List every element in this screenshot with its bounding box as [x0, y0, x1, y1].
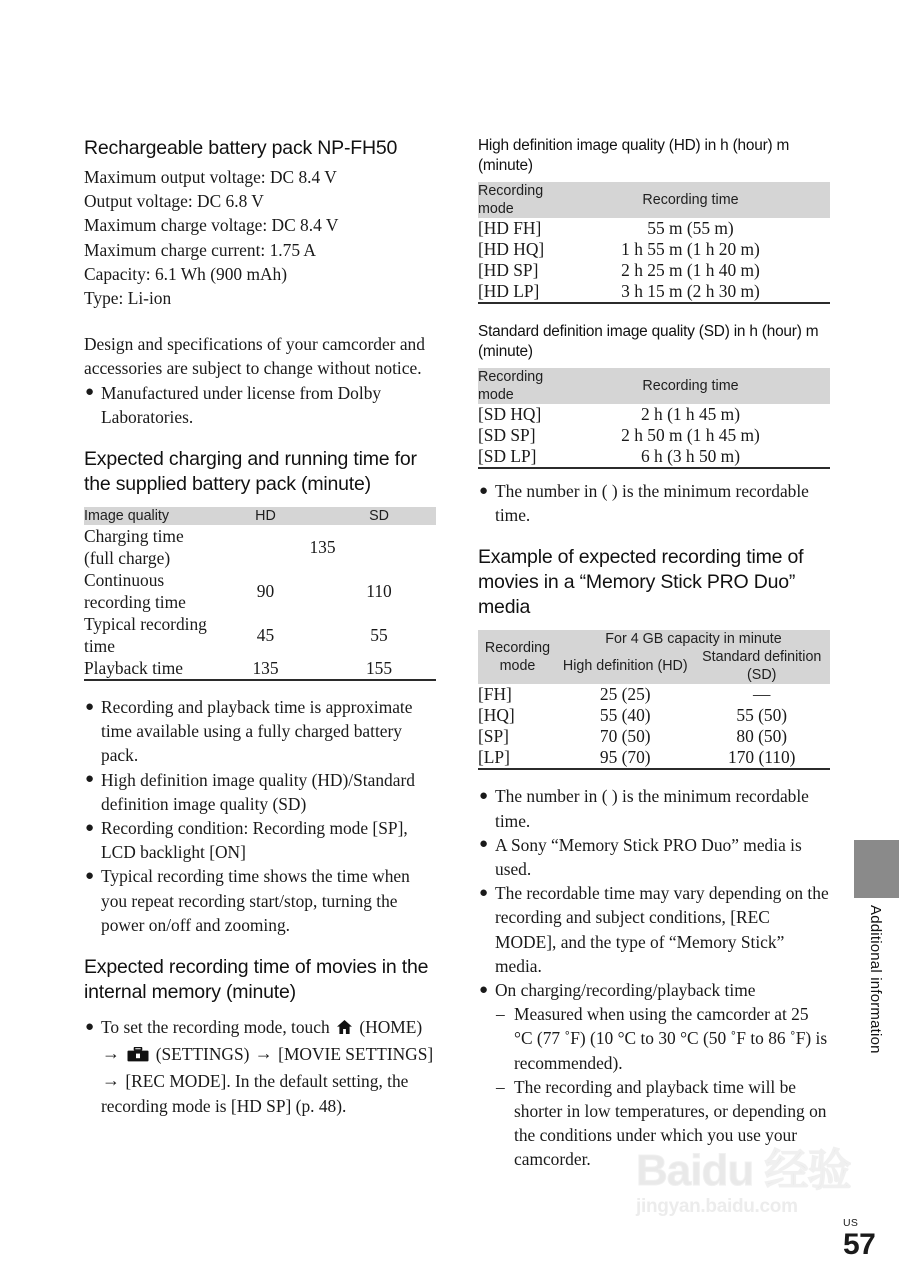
side-tab-marker — [854, 840, 899, 898]
row-label-playback: Playback time — [84, 657, 209, 680]
bullet-icon: ● — [479, 836, 489, 853]
hd-section-heading: High definition image quality (HD) in h (hour) m (minute) — [478, 137, 790, 174]
table-row — [84, 657, 436, 680]
row-mode-sd-sp: [SD SP] — [478, 425, 536, 445]
list-item-text: Recording condition: Recording mode [SP], LCD backlight [ON] — [101, 818, 408, 863]
list-item-text: A Sony “Memory Stick PRO Duo” media is used. — [495, 834, 802, 880]
list-item — [84, 864, 436, 937]
row-mode-hd-sp: [HD SP] — [478, 260, 539, 280]
list-item — [478, 978, 830, 1002]
bullet-icon: ● — [85, 698, 95, 715]
arrow-right-icon: → — [102, 1070, 120, 1091]
list-item-text: The recording and playback time will be shorter in low temperatures, or depending on the conditions under which you use your camcorder. — [514, 1076, 827, 1170]
table-row — [84, 613, 436, 657]
memory-stick-sub-bullets — [478, 1002, 830, 1171]
column-header-standard-definition: Standard definition (SD) — [694, 648, 831, 684]
table-row — [478, 726, 830, 747]
internal-memory-instruction — [84, 1015, 436, 1118]
table-row — [478, 281, 830, 303]
list-item — [84, 695, 436, 768]
spacer — [84, 937, 436, 955]
dash-icon: – — [496, 1004, 505, 1025]
table-row — [478, 260, 830, 281]
list-item — [84, 768, 436, 816]
home-icon — [336, 1017, 353, 1041]
left-column — [84, 136, 436, 1118]
row-mode-sd-hq: [SD HQ] — [478, 404, 542, 424]
page-number-value: 57 — [843, 1228, 876, 1261]
row-time-hd-sp: 2 h 25 m (1 h 40 m) — [621, 260, 760, 280]
list-item — [478, 479, 830, 527]
row-value-charging-time: 135 — [309, 537, 336, 558]
design-note-paragraph: Design and specifications of your camcorder and accessories are subject to change without notice. — [84, 334, 425, 379]
list-item-text: High definition image quality (HD)/Standard definition image quality (SD) — [101, 769, 415, 814]
list-item-text: The number in ( ) is the minimum recordable time. — [495, 481, 809, 526]
sd-section-heading: Standard definition image quality (SD) in h (hour) m (minute) — [478, 323, 819, 360]
arrow-right-icon: → — [254, 1043, 273, 1064]
memory-stick-table — [478, 630, 830, 770]
charging-section-heading: Expected charging and running time for the supplied battery pack (minute) — [84, 448, 417, 496]
spacer — [84, 310, 436, 332]
instruction-part-2: (HOME) — [359, 1017, 423, 1038]
row-value-continuous-hd: 90 — [256, 581, 275, 602]
table-header-row — [478, 368, 830, 404]
watermark-sub-text: jingyan.baidu.com — [636, 1196, 798, 1217]
memory-stick-heading: Example of expected recording time of movies in a “Memory Stick PRO Duo” media — [478, 546, 804, 619]
memory-stick-bullets — [478, 784, 830, 1002]
bullet-icon: ● — [85, 384, 95, 401]
list-item — [495, 1002, 830, 1075]
instruction-part-4: [MOVIE SETTINGS] — [278, 1044, 434, 1065]
row-mode-sd-lp: [SD LP] — [478, 446, 551, 468]
spacer — [84, 681, 436, 695]
battery-spec-line-5: Type: Li-ion — [84, 288, 172, 309]
design-note-bullets — [84, 381, 436, 429]
bullet-icon: ● — [85, 819, 95, 836]
row-value-continuous-sd: 110 — [366, 581, 392, 602]
list-item — [84, 381, 436, 429]
instruction-part-3: (SETTINGS) — [155, 1044, 250, 1065]
spacer — [478, 304, 830, 322]
table-header-row-top — [478, 630, 830, 648]
row-time-hd-fh: 55 m (55 m) — [647, 218, 734, 238]
column-header-recording-time: Recording time — [551, 182, 830, 218]
row-mode-hd-hq: [HD HQ] — [478, 239, 545, 259]
list-item-text: On charging/recording/playback time — [495, 980, 756, 1001]
column-header-high-definition: High definition (HD) — [557, 648, 694, 684]
row-mode-hq: [HQ] — [478, 705, 515, 726]
row-value-playback-hd: 135 — [209, 657, 322, 680]
bullet-icon: ● — [85, 1018, 95, 1035]
list-item — [478, 784, 830, 832]
row-time-sd-hq: 2 h (1 h 45 m) — [640, 404, 741, 424]
watermark-main-text: Baidu 经验 — [636, 1146, 851, 1195]
column-header-recording-mode: Recording mode — [478, 630, 557, 684]
bullet-icon: ● — [479, 482, 489, 499]
bullet-icon: ● — [479, 981, 489, 998]
row-time-hd-lp: 3 h 15 m (2 h 30 m) — [551, 281, 830, 303]
column-header-image-quality: Image quality — [84, 507, 209, 525]
list-item-text: The number in ( ) is the minimum recordable time. — [495, 786, 809, 831]
list-item — [478, 881, 830, 978]
row-hq-hd: 55 (40) — [599, 705, 651, 726]
row-mode-lp: [LP] — [478, 747, 557, 769]
list-item-text: Manufactured under license from Dolby Laboratories. — [101, 382, 382, 427]
table-row — [478, 705, 830, 726]
list-item-text: Typical recording time shows the time when you repeat recording start/stop, turning the power on/off and zooming. — [101, 866, 410, 935]
row-mode-hd-lp: [HD LP] — [478, 281, 551, 303]
column-header-recording-mode: Recording mode — [478, 368, 551, 404]
battery-spec-line-4: Capacity: 6.1 Wh (900 mAh) — [84, 263, 288, 284]
row-time-sd-lp: 6 h (3 h 50 m) — [551, 446, 830, 468]
row-value-typical-hd: 45 — [256, 625, 275, 646]
instruction-part-5: [REC MODE]. In the default setting, the recording mode is [HD SP] (p. 48). — [101, 1071, 409, 1116]
row-label-typical: Typical recording time — [84, 614, 207, 657]
page-region-label: US — [843, 1217, 859, 1229]
table-row — [478, 404, 830, 425]
table-row — [478, 239, 830, 260]
bullet-icon: ● — [479, 787, 489, 804]
list-item-text: Recording and playback time is approximate time available using a fully charged battery pack. — [101, 697, 413, 766]
bullet-icon: ● — [85, 867, 95, 884]
bullet-icon: ● — [479, 884, 489, 901]
page-number — [843, 1218, 875, 1260]
table-row — [478, 425, 830, 446]
side-tab-label: Additional information — [867, 905, 884, 1054]
row-value-typical-sd: 55 — [370, 625, 388, 646]
row-label-charging-time: Charging time (full charge) — [84, 526, 184, 569]
table-row — [478, 446, 830, 468]
internal-memory-heading: Expected recording time of movies in the internal memory (minute) — [84, 956, 429, 1004]
row-fh-hd: 25 (25) — [599, 684, 651, 705]
row-fh-sd: — — [753, 684, 771, 705]
spacer — [84, 429, 436, 447]
list-item — [495, 1075, 830, 1172]
list-item — [478, 833, 830, 881]
row-lp-hd: 95 (70) — [557, 747, 694, 769]
column-header-recording-mode: Recording mode — [478, 182, 551, 218]
list-item-text: Measured when using the camcorder at 25 °C (77 ˚F) (10 °C to 30 °C (50 ˚F to 86 ˚F) is recommended). — [514, 1004, 828, 1073]
arrow-right-icon: → — [102, 1043, 120, 1064]
spacer — [478, 527, 830, 545]
list-item-text: The recordable time may vary depending on the recording and subject conditions, [REC MODE], and the type of “Memory Stick” media. — [495, 883, 829, 976]
spacer — [478, 469, 830, 479]
column-header-capacity-group: For 4 GB capacity in minute — [557, 630, 830, 648]
instruction-part-1: To set the recording mode, touch — [101, 1017, 330, 1038]
list-item — [84, 1015, 436, 1118]
spacer — [478, 770, 830, 784]
table-row — [478, 684, 830, 705]
row-lp-sd: 170 (110) — [694, 747, 831, 769]
battery-spec-title: Rechargeable battery pack NP-FH50 — [84, 137, 398, 159]
row-value-playback-sd: 155 — [322, 657, 436, 680]
battery-spec-line-1: Output voltage: DC 6.8 V — [84, 191, 264, 212]
bullet-icon: ● — [85, 771, 95, 788]
sd-recording-time-table — [478, 368, 830, 469]
table-header-row — [478, 182, 830, 218]
row-mode-sp: [SP] — [478, 726, 509, 747]
right-column — [478, 136, 830, 1172]
hd-recording-time-table — [478, 182, 830, 304]
table-row — [478, 218, 830, 239]
table-row — [84, 569, 436, 613]
row-sp-sd: 80 (50) — [736, 726, 788, 747]
table-row — [478, 747, 830, 769]
column-header-hd: HD — [209, 507, 322, 525]
table-row — [84, 525, 436, 569]
dash-icon: – — [496, 1076, 505, 1097]
charging-table — [84, 507, 436, 681]
table-header-row — [84, 507, 436, 525]
row-time-hd-hq: 1 h 55 m (1 h 20 m) — [621, 239, 760, 259]
battery-spec-line-2: Maximum charge voltage: DC 8.4 V — [84, 215, 339, 236]
sd-note-bullets — [478, 479, 830, 527]
toolbox-icon — [127, 1044, 149, 1068]
row-mode-fh: [FH] — [478, 684, 512, 705]
row-sp-hd: 70 (50) — [599, 726, 651, 747]
row-label-continuous: Continuous recording time — [84, 570, 186, 613]
list-item — [84, 816, 436, 864]
battery-spec-line-0: Maximum output voltage: DC 8.4 V — [84, 167, 337, 187]
column-header-recording-time: Recording time — [551, 368, 830, 404]
row-mode-hd-fh: [HD FH] — [478, 218, 542, 238]
battery-spec-line-3: Maximum charge current: 1.75 A — [84, 239, 316, 260]
charging-section-bullets — [84, 695, 436, 937]
column-header-sd: SD — [322, 507, 436, 525]
row-time-sd-sp: 2 h 50 m (1 h 45 m) — [621, 425, 760, 445]
row-hq-sd: 55 (50) — [736, 705, 788, 726]
